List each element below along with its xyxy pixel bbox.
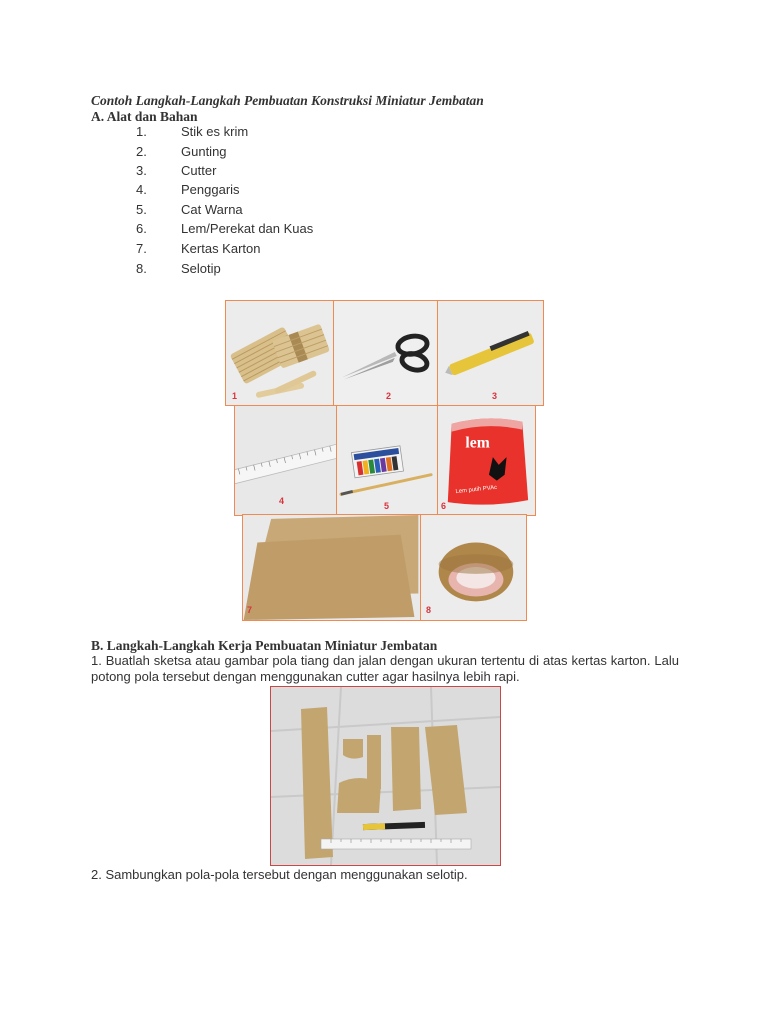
photo-glue: [437, 405, 536, 516]
section-a-heading: A. Alat dan Bahan: [91, 109, 198, 124]
photo-label: 4: [279, 496, 285, 506]
photo-cut-patterns: [270, 686, 501, 866]
photo-cutter: [437, 300, 544, 406]
photo-label: 5: [384, 501, 390, 511]
photo-label: 7: [247, 605, 253, 615]
step-1-paragraph: 1. Buatlah sketsa atau gambar pola tiang dan jalan dengan ukuran tertentu di atas kertas karton. Lalu potong pola tersebut dengan menggunakan cutter agar hasilnya lebih rapi.: [91, 653, 679, 684]
photo-label: 6: [441, 501, 447, 511]
document-title: Contoh Langkah-Langkah Pembuatan Konstruksi Miniatur Jembatan: [91, 93, 484, 108]
photo-ruler: [234, 405, 337, 516]
photo-cardboard: [242, 514, 421, 621]
step-2-paragraph: 2. Sambungkan pola-pola tersebut dengan menggunakan selotip.: [91, 867, 468, 882]
glue-brand-text: lem: [465, 434, 490, 452]
photo-paint: [336, 405, 438, 516]
photo-label: 2: [386, 391, 392, 401]
photo-label: 8: [426, 605, 432, 615]
photo-ice-cream-sticks: [225, 300, 334, 406]
photo-label: 1: [232, 391, 238, 401]
photo-label: 3: [492, 391, 498, 401]
section-b-heading: B. Langkah-Langkah Kerja Pembuatan Miniatur Jembatan: [91, 638, 438, 653]
photo-tape: [420, 514, 527, 621]
photo-scissors: [333, 300, 438, 406]
glue-sub-text: Lem putih PVAc: [455, 484, 498, 496]
